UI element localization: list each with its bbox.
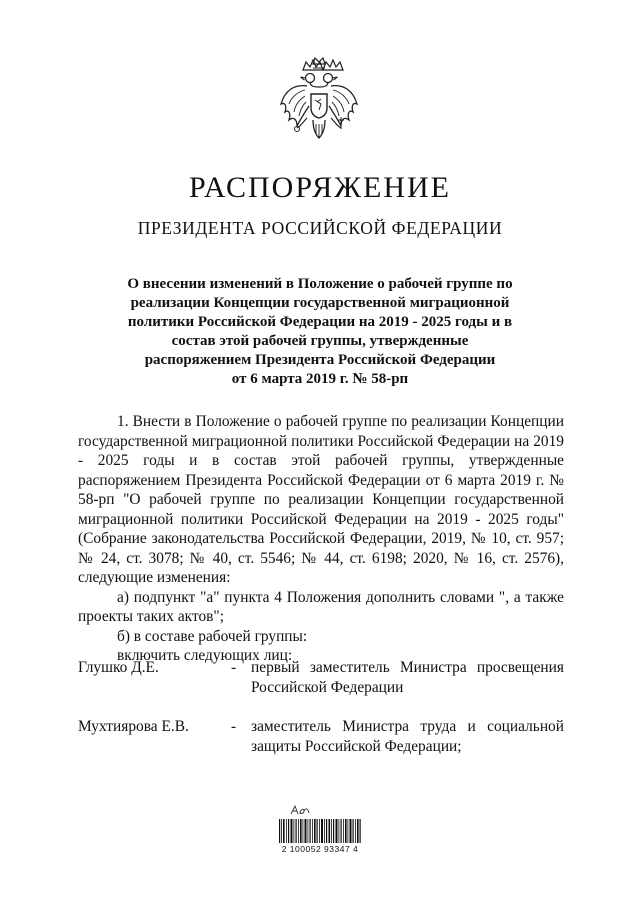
subject-line: реализации Концепции государственной миграционной: [130, 295, 510, 311]
subject-line: от 6 марта 2019 г. № 58-рп: [231, 371, 409, 387]
document-subject: [90, 275, 550, 389]
include-persons-line: включить следующих лиц:: [117, 647, 293, 664]
person-dash: -: [231, 718, 237, 735]
document-body: [78, 412, 564, 666]
person-position: заместитель Министра труда и социальной защиты Российской Федерации;: [251, 718, 564, 755]
persons-list: [78, 658, 564, 776]
barcode-icon: [278, 819, 362, 843]
initials-mark-icon: [290, 805, 310, 815]
subject-line: распоряжением Президента Российской Федерации: [144, 352, 496, 368]
subject-line: политики Российской Федерации на 2019 - 2025 годы и в: [127, 314, 513, 330]
person-entry: [78, 658, 564, 717]
subject-line: О внесении изменений в Положение о рабочей группе по: [127, 276, 513, 292]
person-name: Глушко Д.Е.: [78, 659, 159, 676]
coat-of-arms-icon: [277, 56, 361, 152]
person-position: первый заместитель Министра просвещения Российской Федерации: [251, 659, 564, 696]
subitem-b-paragraph: б) в составе рабочей группы:: [117, 627, 308, 645]
barcode-number: 2 100052 93347 4: [281, 844, 359, 854]
person-dash: -: [231, 659, 237, 676]
item-1-paragraph: 1. Внести в Положение о рабочей группе по реализации Концепции государственной миграционной политики Российской Федерации на 2019 - 2025 годы и в состав этой рабочей группы, утвержденные распоряжением Президента Российской Федерации от 6 марта 2019 г. № 58-рп "О рабочей группе по реализации Концепции государственной миграционной политики Российской Федерации на 2019 - 2025 годы" (Собрание законодательства Российской Федерации, 2019, № 10, ст. 957; № 24, ст. 3078; № 40, ст. 5546; № 44, ст. 6198; 2020, № 16, ст. 2576), следующие изменения:: [78, 413, 564, 586]
person-entry: [78, 717, 564, 776]
document-type-title: РАСПОРЯЖЕНИЕ: [188, 171, 452, 204]
person-name: Мухтиярова Е.В.: [78, 718, 189, 735]
document-issuer: ПРЕЗИДЕНТА РОССИЙСКОЙ ФЕДЕРАЦИИ: [137, 218, 503, 238]
subitem-a-paragraph: а) подпункт "а" пункта 4 Положения дополнить словами ", а также проекты таких актов";: [78, 588, 564, 625]
document-barcode: [278, 805, 362, 855]
subject-line: состав этой рабочей группы, утвержденные: [171, 333, 469, 349]
